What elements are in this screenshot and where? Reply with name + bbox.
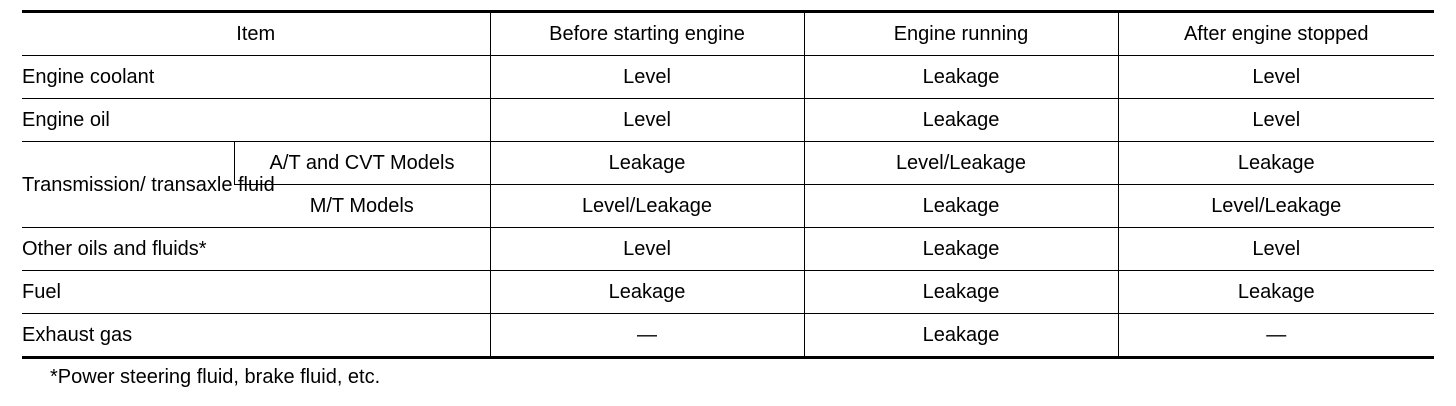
table-row (22, 56, 1434, 99)
item-cell: Fuel (22, 271, 490, 314)
running-cell: Leakage (804, 185, 1118, 228)
after-cell: Leakage (1118, 142, 1434, 185)
header-item: Item (22, 12, 490, 56)
inspection-sheet (22, 10, 1434, 359)
after-cell: Leakage (1118, 271, 1434, 314)
sub-item-cell: M/T Models (234, 185, 490, 228)
after-cell: Level (1118, 99, 1434, 142)
before-cell: Leakage (490, 271, 804, 314)
after-cell: Level (1118, 56, 1434, 99)
running-cell: Leakage (804, 314, 1118, 358)
header-row (22, 12, 1434, 56)
table-row (22, 314, 1434, 358)
table-row (22, 271, 1434, 314)
table-row (22, 228, 1434, 271)
running-cell: Level/Leakage (804, 142, 1118, 185)
header-engine-running: Engine running (804, 12, 1118, 56)
before-cell: Leakage (490, 142, 804, 185)
before-cell: Level (490, 99, 804, 142)
after-cell: Level (1118, 228, 1434, 271)
running-cell: Leakage (804, 271, 1118, 314)
header-before-starting-engine: Before starting engine (490, 12, 804, 56)
table-row (22, 99, 1434, 142)
item-cell: Engine oil (22, 99, 490, 142)
item-cell: Exhaust gas (22, 314, 490, 358)
before-cell: — (490, 314, 804, 358)
fluid-inspection-table (22, 10, 1434, 359)
item-cell: Engine coolant (22, 56, 490, 99)
before-cell: Level/Leakage (490, 185, 804, 228)
before-cell: Level (490, 228, 804, 271)
header-after-engine-stopped: After engine stopped (1118, 12, 1434, 56)
item-cell: Transmission/ transaxle fluid (22, 142, 234, 228)
table-row (22, 142, 1434, 185)
running-cell: Leakage (804, 228, 1118, 271)
before-cell: Level (490, 56, 804, 99)
running-cell: Leakage (804, 56, 1118, 99)
after-cell: — (1118, 314, 1434, 358)
after-cell: Level/Leakage (1118, 185, 1434, 228)
running-cell: Leakage (804, 99, 1118, 142)
footnote: *Power steering fluid, brake fluid, etc. (50, 366, 381, 388)
item-cell: Other oils and fluids* (22, 228, 490, 271)
sub-item-cell: A/T and CVT Models (234, 142, 490, 185)
